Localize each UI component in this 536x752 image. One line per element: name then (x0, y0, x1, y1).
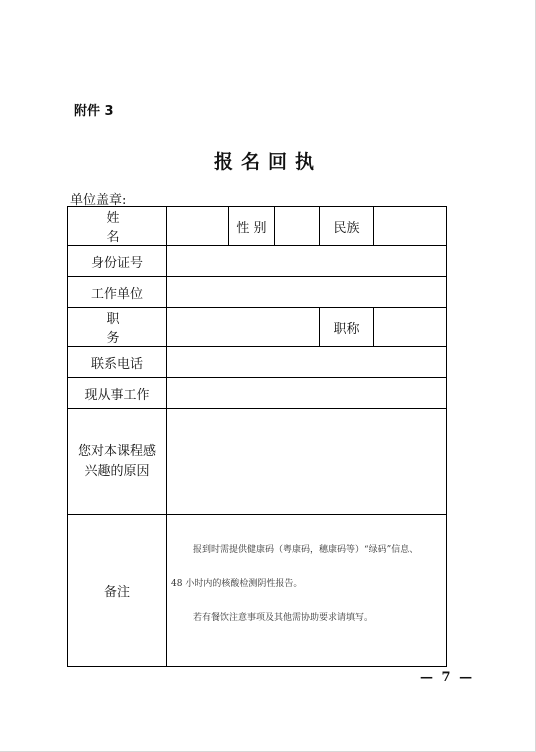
ethnicity-field[interactable] (374, 207, 447, 246)
interest-reason-label: 您对本课程感兴趣的原因 (68, 409, 167, 515)
table-row (68, 378, 447, 409)
employer-field[interactable] (167, 277, 447, 308)
table-row (68, 409, 447, 515)
remarks-note-2: 48 小时内的核酸检测阴性报告。 (171, 579, 303, 589)
remarks-note-1: 报到时需提供健康码（粤康码，穗康码等）“绿码”信息、 (193, 545, 419, 555)
attachment-label: 附件 3 (74, 104, 114, 119)
table-row (68, 246, 447, 277)
registration-form (67, 206, 447, 667)
remarks-note-3: 若有餐饮注意事项及其他需协助要求请填写。 (193, 613, 374, 623)
current-work-label: 现从事工作 (68, 378, 167, 409)
table-row (68, 347, 447, 378)
table-row (68, 308, 447, 347)
ethnicity-label: 民族 (320, 207, 374, 246)
table-row (68, 515, 447, 667)
table-row (68, 277, 447, 308)
page-number: — 7 — (420, 670, 475, 685)
id-number-label: 身份证号 (68, 246, 167, 277)
position-label: 职 务 (68, 308, 167, 347)
current-work-field[interactable] (167, 378, 447, 409)
unit-stamp-label: 单位盖章: (70, 193, 127, 208)
name-field[interactable] (167, 207, 229, 246)
title-rank-label: 职称 (320, 308, 374, 347)
remarks-label: 备注 (68, 515, 167, 667)
gender-label: 性 别 (229, 207, 275, 246)
table-row (68, 207, 447, 246)
name-label: 姓 名 (68, 207, 167, 246)
position-field[interactable] (167, 308, 320, 347)
phone-field[interactable] (167, 347, 447, 378)
remarks-field (167, 515, 447, 667)
employer-label: 工作单位 (68, 277, 167, 308)
gender-field[interactable] (275, 207, 320, 246)
id-number-field[interactable] (167, 246, 447, 277)
page-title: 报名回执 (213, 151, 322, 173)
interest-reason-field[interactable] (167, 409, 447, 515)
phone-label: 联系电话 (68, 347, 167, 378)
title-rank-field[interactable] (374, 308, 447, 347)
